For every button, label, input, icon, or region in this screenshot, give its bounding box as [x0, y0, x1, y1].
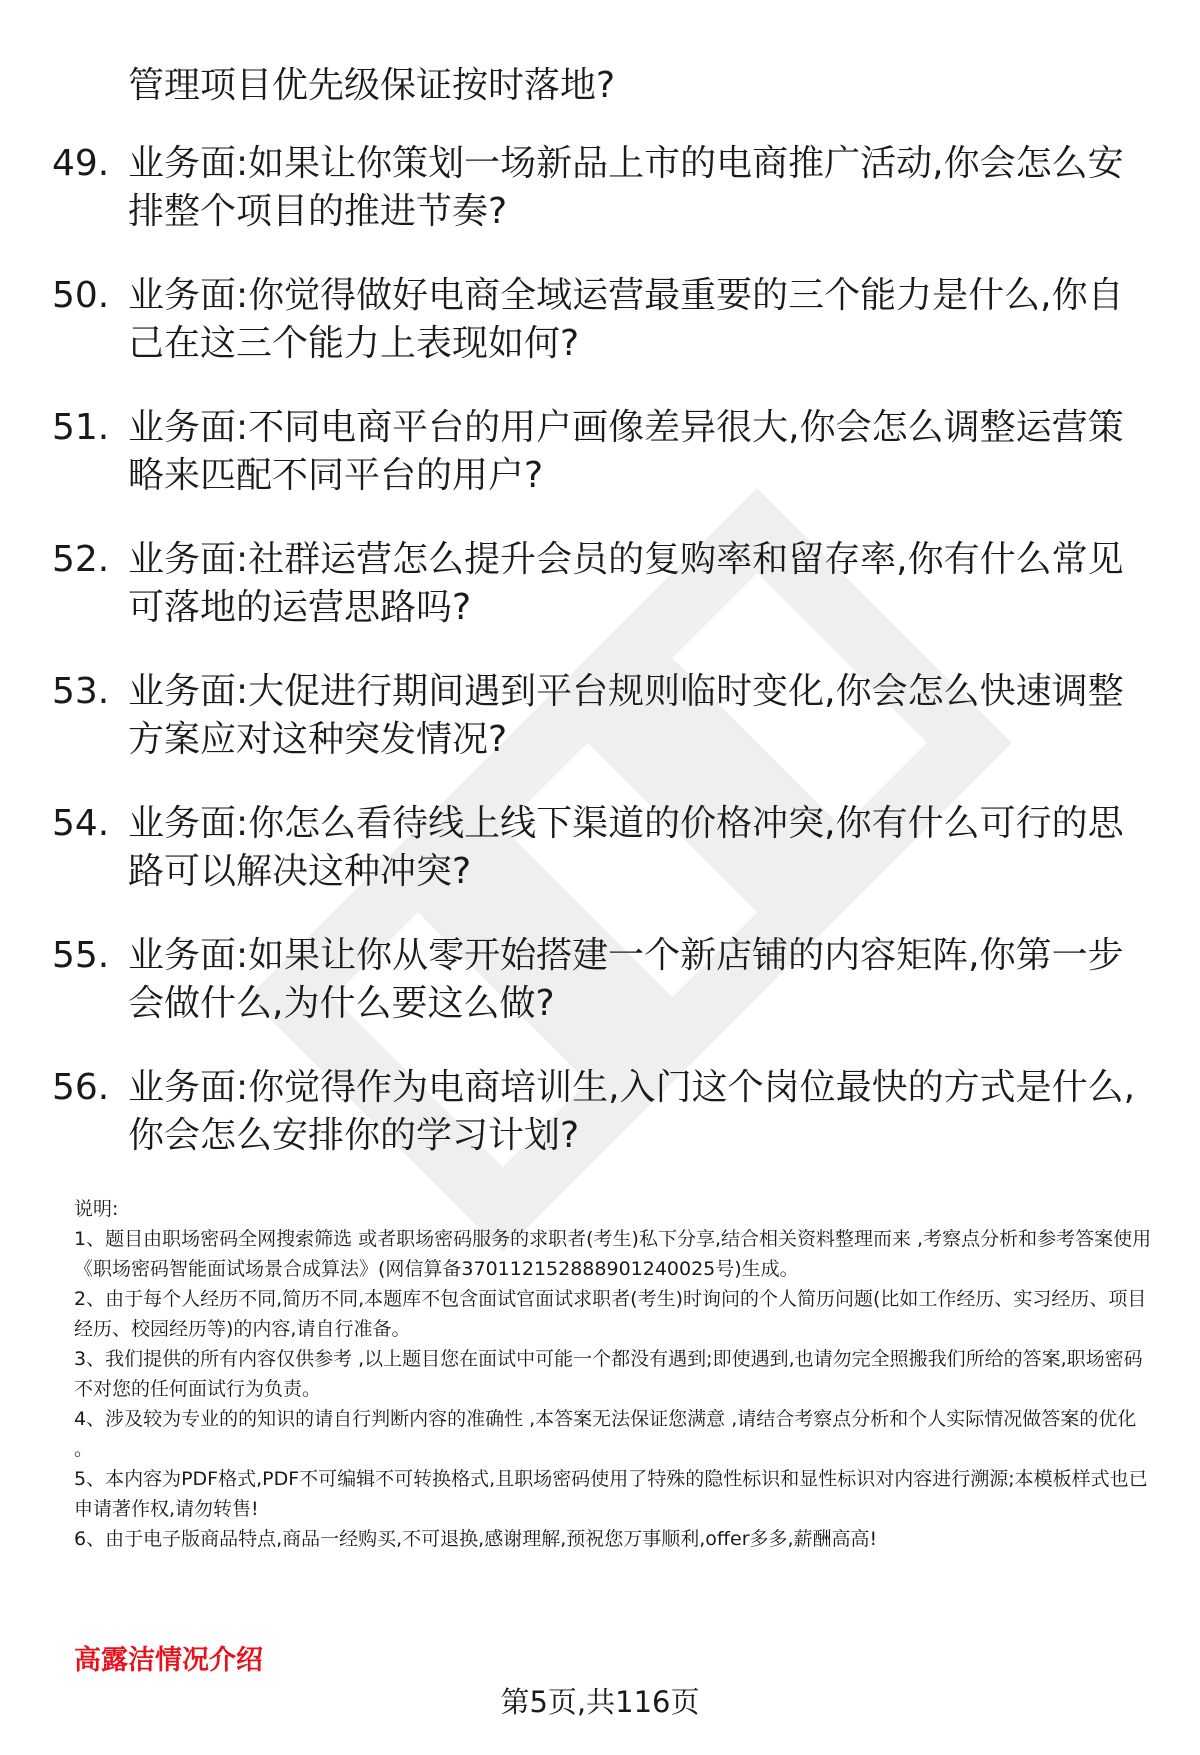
question-text: 业务面:你觉得作为电商培训生,入门这个岗位最快的方式是什么,你会怎么安排你的学习计划?	[128, 1067, 1136, 1156]
question-item	[0, 932, 1200, 1064]
note-item: 6、由于电子版商品特点,商品一经购买,不可退换,感谢理解,预祝您万事顺利,offer多多,薪酬高高!	[74, 1528, 878, 1550]
question-item	[0, 140, 1200, 272]
question-number: 55.	[52, 935, 110, 976]
question-number: 53.	[52, 671, 110, 712]
question-number: 52.	[52, 539, 110, 580]
company-intro-link[interactable]: 高露洁情况介绍	[74, 1645, 263, 1676]
question-list	[0, 140, 1200, 1196]
question-number: 50.	[52, 275, 110, 316]
notes-section	[74, 1194, 1159, 1554]
question-item	[0, 1064, 1200, 1196]
note-item: 1、题目由职场密码全网搜索筛选 或者职场密码服务的求职者(考生)私下分享,结合相关资料整理而来 ,考察点分析和参考答案使用《职场密码智能面试场景合成算法》(网信算备370112152888901240025号)生成。	[74, 1228, 1152, 1280]
question-number: 51.	[52, 407, 110, 448]
question-text: 业务面:不同电商平台的用户画像差异很大,你会怎么调整运营策略来匹配不同平台的用户?	[128, 407, 1124, 496]
notes-heading: 说明:	[74, 1198, 119, 1220]
question-item	[0, 536, 1200, 668]
question-text: 业务面:如果让你从零开始搭建一个新店铺的内容矩阵,你第一步会做什么,为什么要这么做?	[128, 935, 1124, 1024]
question-text: 业务面:社群运营怎么提升会员的复购率和留存率,你有什么常见可落地的运营思路吗?	[128, 539, 1124, 628]
question-number: 56.	[52, 1067, 110, 1108]
question-text: 业务面:如果让你策划一场新品上市的电商推广活动,你会怎么安排整个项目的推进节奏?	[128, 143, 1124, 232]
question-number: 54.	[52, 803, 110, 844]
question-item	[0, 800, 1200, 932]
question-item	[0, 272, 1200, 404]
question-text: 业务面:你觉得做好电商全域运营最重要的三个能力是什么,你自己在这三个能力上表现如何?	[128, 275, 1124, 364]
note-item: 5、本内容为PDF格式,PDF不可编辑不可转换格式,且职场密码使用了特殊的隐性标识和显性标识对内容进行溯源;本模板样式也已申请著作权,请勿转售!	[74, 1468, 1148, 1520]
question-item	[0, 668, 1200, 800]
question-number: 49.	[52, 143, 110, 184]
question-item	[0, 404, 1200, 536]
question-text: 业务面:大促进行期间遇到平台规则临时变化,你会怎么快速调整方案应对这种突发情况?	[128, 671, 1124, 760]
note-item: 2、由于每个人经历不同,简历不同,本题库不包含面试官面试求职者(考生)时询问的个人简历问题(比如工作经历、实习经历、项目经历、校园经历等)的内容,请自行准备。	[74, 1288, 1147, 1340]
note-item: 4、涉及较为专业的的知识的请自行判断内容的准确性 ,本答案无法保证您满意 ,请结合考察点分析和个人实际情况做答案的优化 。	[74, 1408, 1137, 1460]
question-text: 业务面:你怎么看待线上线下渠道的价格冲突,你有什么可行的思路可以解决这种冲突?	[128, 803, 1124, 892]
continuation-text: 管理项目优先级保证按时落地?	[128, 65, 616, 106]
note-item: 3、我们提供的所有内容仅供参考 ,以上题目您在面试中可能一个都没有遇到;即使遇到,也请勿完全照搬我们所给的答案,职场密码不对您的任何面试行为负责。	[74, 1348, 1143, 1400]
page-number: 第5页,共116页	[500, 1685, 700, 1719]
